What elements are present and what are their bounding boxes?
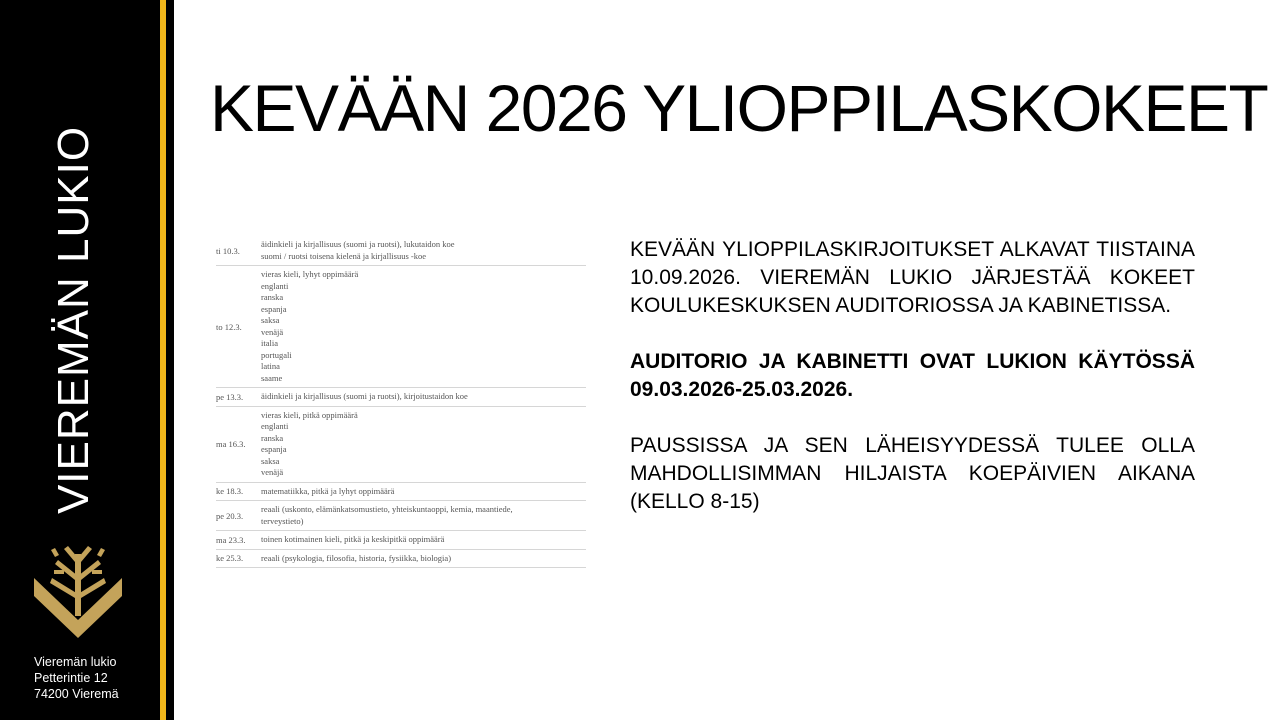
schedule-date: ke 18.3. bbox=[216, 486, 244, 497]
info-paragraph-availability: AUDITORIO JA KABINETTI OVAT LUKION KÄYTÖSSÄ 09.03.2026-25.03.2026. bbox=[630, 350, 1195, 401]
schedule-date: pe 13.3. bbox=[216, 391, 244, 402]
exam-schedule-table bbox=[216, 236, 586, 568]
schedule-subjects bbox=[261, 269, 586, 384]
schedule-subject: ranska bbox=[261, 432, 284, 443]
info-text bbox=[630, 236, 1195, 516]
schedule-subjects bbox=[261, 504, 586, 527]
schedule-subjects bbox=[261, 534, 586, 546]
schedule-subject: reaali (psykologia, filosofia, historia, fysiikka, biologia) bbox=[261, 552, 452, 563]
schedule-subjects bbox=[261, 486, 586, 498]
schedule-subject: saksa bbox=[261, 315, 280, 325]
address-line: Petterintie 12 bbox=[34, 671, 108, 685]
schedule-subject: venäjä bbox=[261, 467, 284, 477]
schedule-subject: englanti bbox=[261, 421, 289, 431]
address-line: 74200 Vieremä bbox=[34, 687, 119, 701]
schedule-subject: portugali bbox=[261, 349, 292, 360]
schedule-subject: reaali (uskonto, elämänkatsomustieto, yhteiskuntaoppi, kemia, maantiede, bbox=[261, 504, 513, 514]
schedule-date: ti 10.3. bbox=[216, 245, 240, 256]
schedule-row bbox=[216, 388, 586, 407]
schedule-subject: saksa bbox=[261, 455, 280, 466]
schedule-subject: latina bbox=[261, 361, 280, 371]
schedule-row bbox=[216, 407, 586, 483]
schedule-row bbox=[216, 236, 586, 266]
schedule-row bbox=[216, 531, 586, 550]
schedule-subjects bbox=[261, 239, 586, 262]
tree-leaf-emblem-icon bbox=[30, 540, 126, 638]
schedule-date: pe 20.3. bbox=[216, 510, 244, 521]
schedule-subject: vieras kieli, lyhyt oppimäärä bbox=[261, 269, 359, 279]
schedule-subject: toinen kotimainen kieli, pitkä ja keskipitkä oppimäärä bbox=[261, 534, 445, 544]
schedule-subject: englanti bbox=[261, 280, 289, 291]
address-line: Vieremän lukio bbox=[34, 655, 117, 669]
schedule-subject: suomi / ruotsi toisena kielenä ja kirjallisuus -koe bbox=[261, 250, 427, 261]
schedule-row bbox=[216, 550, 586, 569]
schedule-date: ke 25.3. bbox=[216, 553, 244, 564]
info-paragraph-quiet: PAUSSISSA JA SEN LÄHEISYYDESSÄ TULEE OLLA MAHDOLLISIMMAN HILJAISTA KOEPÄIVIEN AIKANA (KELLO 8-15) bbox=[630, 434, 1195, 513]
schedule-subject: terveystieto) bbox=[261, 515, 304, 526]
schedule-subject: italia bbox=[261, 338, 278, 348]
page-title: KEVÄÄN 2026 YLIOPPILASKOKEET bbox=[210, 71, 1268, 145]
schedule-subject: espanja bbox=[261, 303, 287, 314]
schedule-row bbox=[216, 483, 586, 502]
sidebar-edge bbox=[166, 0, 174, 720]
schedule-subject: venäjä bbox=[261, 326, 284, 337]
schedule-subjects bbox=[261, 553, 586, 565]
schedule-subject: äidinkieli ja kirjallisuus (suomi ja ruotsi), kirjoitustaidon koe bbox=[261, 391, 468, 401]
schedule-subjects bbox=[261, 391, 586, 403]
schedule-subject: äidinkieli ja kirjallisuus (suomi ja ruotsi), lukutaidon koe bbox=[261, 239, 455, 249]
schedule-row bbox=[216, 501, 586, 531]
schedule-date: to 12.3. bbox=[216, 321, 242, 332]
schedule-subjects bbox=[261, 410, 586, 479]
schedule-subject: matematiikka, pitkä ja lyhyt oppimäärä bbox=[261, 485, 395, 496]
schedule-date: ma 16.3. bbox=[216, 439, 246, 449]
school-name-vertical: VIEREMÄN LUKIO bbox=[49, 125, 98, 515]
info-paragraph-start: KEVÄÄN YLIOPPILASKIRJOITUKSET ALKAVAT TIISTAINA 10.09.2026. VIEREMÄN LUKIO JÄRJESTÄÄ KOKEET KOULUKESKUKSEN AUDITORIOSSA JA KABINETISSA. bbox=[630, 238, 1195, 317]
schedule-subject: vieras kieli, pitkä oppimäärä bbox=[261, 409, 358, 420]
schedule-subject: saame bbox=[261, 372, 283, 383]
school-address bbox=[34, 654, 119, 702]
schedule-subject: ranska bbox=[261, 292, 284, 302]
schedule-row bbox=[216, 266, 586, 388]
schedule-subject: espanja bbox=[261, 444, 287, 454]
schedule-date: ma 23.3. bbox=[216, 534, 246, 545]
